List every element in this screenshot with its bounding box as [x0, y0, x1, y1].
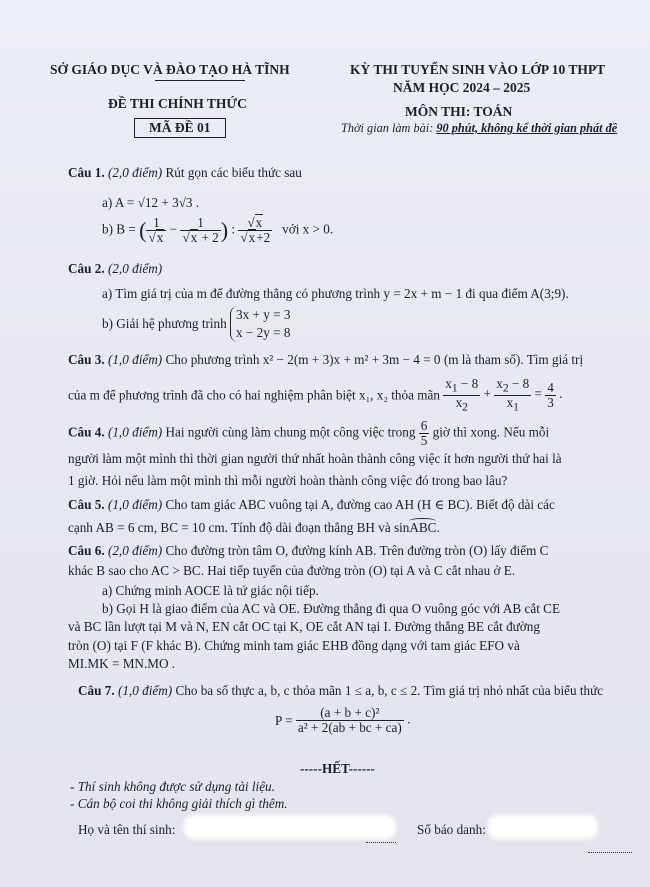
end-marker: -----HẾT------	[300, 761, 375, 776]
question-7-label: Câu 7.	[78, 683, 115, 698]
question-4-label: Câu 4.	[68, 424, 105, 440]
fraction-x1-minus-8-over-x2: $\frac{x_1 - 8}{x_2}$	[445, 376, 479, 414]
redacted-name	[184, 815, 396, 839]
exam-title: KỲ THI TUYỂN SINH VÀO LỚP 10 THPT	[350, 62, 606, 77]
question-5-points: (1,0 điểm)	[107, 497, 163, 512]
question-3-line-1: Cho phương trình x² − 2(m + 3)x + m² + 3m − 4 = 0 (m là tham số). Tìm giá trị	[165, 352, 584, 367]
question-1b-prefix: b) B =	[102, 221, 136, 237]
question-5-line-1: Cho tam giác ABC vuông tại A, đường cao AH (H ∈ BC). Biết độ dài các	[165, 497, 555, 512]
question-6	[68, 544, 548, 557]
question-3-line-2: của m để phương trình đã cho có hai nghiệm phân biệt x₁, x₂ thỏa mãn $\frac{x_1 - 8}{x_2}$ + $\frac{x_2 - 8}{x_1}$ = $\frac{4}{3}$ .	[68, 376, 563, 414]
exam-year: NĂM HỌC 2024 – 2025	[393, 80, 531, 95]
question-6b-line-3: tròn (O) tại F (F khác B). Chứng minh tam giác EHB đồng dạng với tam giác EFO và	[68, 638, 520, 653]
question-4-line-1b: giờ thì xong. Nếu mỗi	[432, 424, 550, 440]
question-4-points: (1,0 điểm)	[107, 424, 163, 440]
question-4-line-1a: Hai người cùng làm chung một công việc trong	[165, 424, 416, 440]
fraction-6-over-5: $\frac{6}{5}$	[420, 418, 428, 448]
question-5-line-2a: cạnh AB = 6 cm, BC = 10 cm. Tính độ dài đoạn thẳng BH và sin	[68, 520, 410, 535]
redacted-id	[488, 815, 598, 839]
question-2a: a) Tìm giá trị của m để đường thẳng có phương trình y = 2x + m − 1 đi qua điểm A(3;9).	[102, 286, 569, 301]
fraction-sqrt-x-over-sqrt-x-plus-2: $\frac{√x}{√x+2}$	[240, 215, 271, 245]
question-3-points: (1,0 điểm)	[107, 352, 163, 367]
exam-subject: MÔN THI: TOÁN	[405, 104, 513, 119]
question-7-points: (1,0 điểm)	[117, 683, 173, 698]
question-4	[68, 419, 549, 448]
angle-abc: ABC	[409, 520, 437, 535]
question-1-text: Rút gọn các biểu thức sau	[165, 165, 302, 180]
id-dotted-line	[588, 840, 632, 858]
question-2b-prefix: b) Giải hệ phương trình	[102, 316, 227, 332]
exam-duration	[341, 121, 617, 136]
exam-code-box: MÃ ĐỀ 01	[134, 118, 226, 138]
question-6b-line-2: và BC lần lượt tại M và N, EN cắt OC tại K, OE cắt AN tại I. Đường thẳng BE cắt đường	[68, 619, 540, 634]
question-1-points: (2,0 điểm)	[107, 165, 163, 180]
question-3	[68, 353, 583, 366]
equation-system	[230, 306, 290, 342]
question-1	[68, 166, 302, 179]
expression-p-denominator: a² + 2(ab + bc + ca)	[297, 719, 402, 735]
question-5	[68, 498, 555, 511]
question-5-label: Câu 5.	[68, 497, 105, 512]
question-6a: a) Chứng minh AOCE là tứ giác nội tiếp.	[102, 583, 319, 598]
fraction-1-over-sqrt-x: $\frac{1}{√x}$	[146, 216, 166, 245]
fraction-x2-minus-8-over-x1: $\frac{x_2 - 8}{x_1}$	[496, 376, 530, 414]
fraction-4-over-3: $\frac{4}{3}$	[547, 379, 554, 410]
question-5-line-2	[68, 521, 440, 534]
question-2b	[102, 306, 290, 342]
question-3-line-2-text: của m để phương trình đã cho có hai nghiệm phân biệt x₁, x₂ thỏa mãn	[68, 387, 440, 403]
expression-p: P = $\frac{\text{(a + b + c)²}}{\text{a² + 2(ab + bc + ca)}}$ .	[275, 705, 411, 735]
question-7	[78, 684, 603, 697]
question-6b-line-4: MI.MK = MN.MO .	[68, 656, 176, 671]
issuing-department: SỞ GIÁO DỤC VÀ ĐÀO TẠO HÀ TĨNH	[50, 62, 290, 77]
candidate-id-label: Số báo danh:	[417, 822, 486, 837]
question-6-line-1: Cho đường tròn tâm O, đường kính AB. Trên đường tròn (O) lấy điểm C	[165, 543, 549, 558]
fraction-1-over-sqrt-x-plus-2: $\frac{1}{√x + 2}$	[182, 215, 219, 245]
question-3-label: Câu 3.	[68, 352, 105, 367]
question-1-label: Câu 1.	[68, 165, 105, 180]
equation-2: x − 2y = 8	[236, 324, 291, 340]
question-4-line-3: 1 giờ. Hỏi nếu làm một mình thì mỗi người hoàn thành công việc đó trong bao lâu?	[68, 473, 508, 488]
question-1b: b) B = ( $\frac{1}{√x}$ − $\frac{1}{√x + 2}$ ) : $\frac{√x}{√x+2}$ với x > 0.	[102, 215, 334, 245]
candidate-name-label: Họ và tên thí sinh:	[78, 822, 176, 837]
note-1: - Thí sinh không được sử dụng tài liệu.	[70, 779, 275, 794]
expression-p-fraction	[296, 706, 404, 735]
question-2-label: Câu 2.	[68, 261, 105, 276]
question-6-points: (2,0 điểm)	[107, 543, 163, 558]
question-5-line-2b: .	[436, 520, 440, 535]
question-2-points: (2,0 điểm)	[107, 261, 163, 276]
expression-p-label: P =	[275, 712, 293, 728]
question-2	[68, 262, 162, 275]
question-6-label: Câu 6.	[68, 543, 105, 558]
duration-value: 90 phút, không kể thời gian phát đề	[436, 121, 618, 135]
duration-label: Thời gian làm bài:	[341, 121, 437, 135]
official-exam-label: ĐỀ THI CHÍNH THỨC	[108, 96, 247, 111]
question-7-line-1: Cho ba số thực a, b, c thỏa mãn 1 ≤ a, b, c ≤ 2. Tìm giá trị nhỏ nhất của biểu thức	[175, 683, 604, 698]
question-4-line-2: người làm một mình thì thời gian người thứ nhất hoàn thành công việc ít hơn người thứ hai là	[68, 451, 562, 466]
question-1a: a) A = √12 + 3√3 .	[102, 195, 200, 210]
header-left-rule	[155, 80, 245, 81]
name-dotted-line	[366, 830, 396, 848]
question-1b-condition: với x > 0.	[282, 221, 334, 237]
note-2: - Cán bộ coi thi không giải thích gì thêm.	[70, 796, 288, 811]
question-6-line-2: khác B sao cho AC > BC. Hai tiếp tuyến của đường tròn (O) tại A và C cắt nhau ở E.	[68, 563, 516, 578]
equation-1: 3x + y = 3	[236, 307, 291, 322]
question-6b-line-1: b) Gọi H là giao điểm của AC và OE. Đường thẳng đi qua O vuông góc với AB cắt CE	[102, 601, 561, 616]
expression-p-numerator: (a + b + c)²	[296, 706, 404, 721]
